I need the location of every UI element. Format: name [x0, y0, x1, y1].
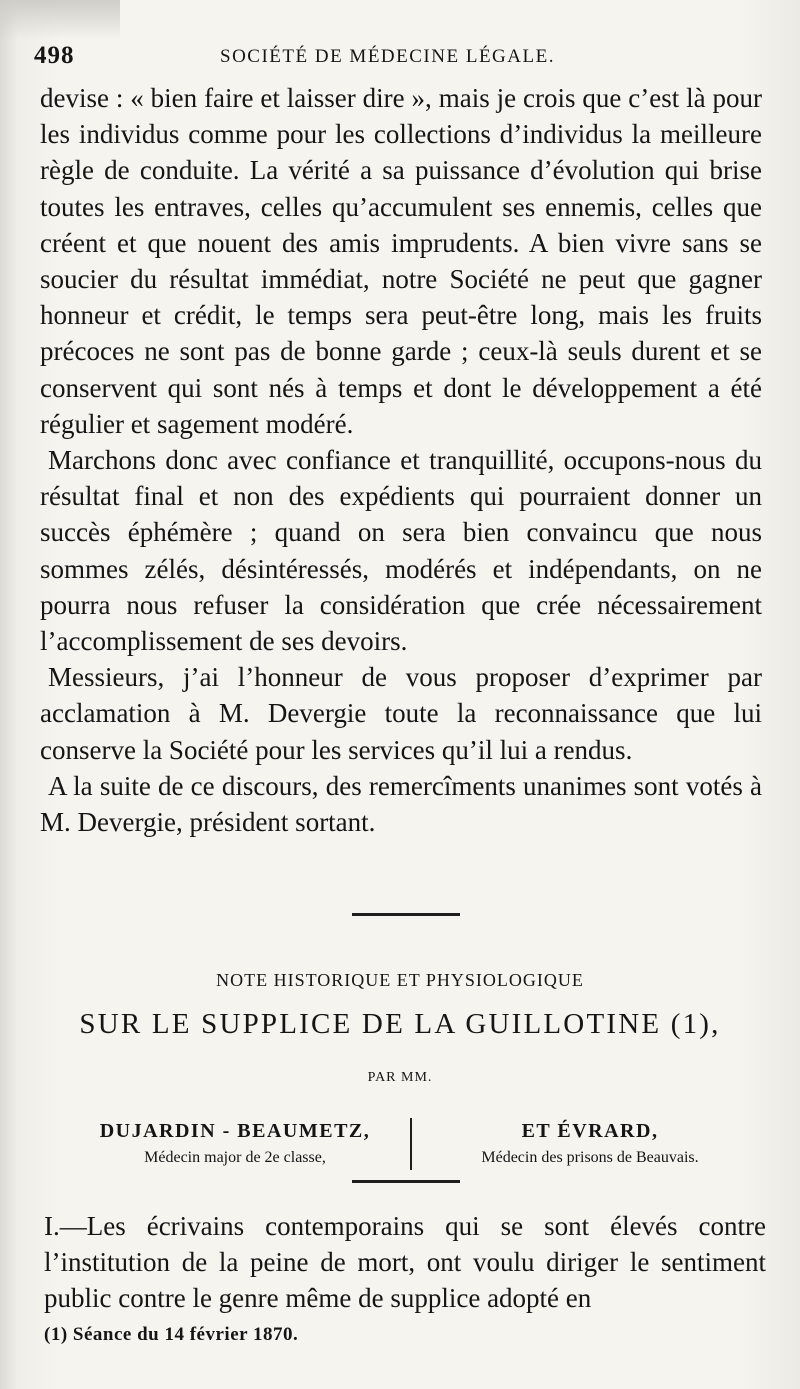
- paragraph: devise : « bien faire et laisser dire », mais je crois que c’est là pour les individus comme pour les collections d’individus la meilleure règle de conduite. La vérité a sa puissance d’évolution qui brise toutes les entraves, celles qu’accumulent ses ennemis, celles que créent et que nouent des amis imprudents. A bien vivre sans se soucier du résultat immédiat, notre Société ne peut que gagner honneur et crédit, le temps sera peut-être long, mais les fruits précoces ne sont pas de bonne garde ; ceux-là seuls durent et se conservent qui sont nés à temps et dont le développement a été régulier et sagement modéré.: [40, 83, 762, 439]
- author-block: [420, 1120, 760, 1167]
- page-number: 498: [34, 42, 75, 69]
- authors-by-label: PAR MM.: [367, 1070, 433, 1085]
- section-divider: [352, 1180, 460, 1183]
- paragraph: Messieurs, j’ai l’honneur de vous proposer d’exprimer par acclamation à M. Devergie toute la reconnaissance que lui conserve la Société pour les services qu’il lui a rendus.: [40, 662, 762, 765]
- note-kicker: NOTE HISTORIQUE ET PHYSIOLOGIQUE: [216, 970, 584, 990]
- author-block: [70, 1120, 400, 1167]
- scan-shadow: [0, 0, 120, 40]
- paragraph: A la suite de ce discours, des remercîments unanimes sont votés à M. Devergie, président sortant.: [40, 770, 762, 838]
- footnote: (1) Séance du 14 février 1870.: [44, 1324, 299, 1345]
- body-text: [40, 80, 762, 840]
- author-divider: [410, 1118, 412, 1170]
- running-title: SOCIÉTÉ DE MÉDECINE LÉGALE.: [220, 46, 555, 67]
- paragraph: Marchons donc avec confiance et tranquillité, occupons-nous du résultat final et non des expédients qui pourraient donner un succès éphémère ; quand on sera bien convaincu que nous sommes zélés, désintéressés, modérés et indépendants, on ne pourra nous refuser la considération que crée nécessairement l’accomplissement de ses devoirs.: [40, 445, 762, 657]
- paragraph: I.—Les écrivains contemporains qui se sont élevés contre l’institution de la peine de mort, ont voulu diriger le sentiment public contre le genre même de supplice adopté en: [44, 1211, 766, 1314]
- note-title: SUR LE SUPPLICE DE LA GUILLOTINE (1),: [79, 1008, 721, 1040]
- author-role: Médecin des prisons de Beauvais.: [481, 1149, 699, 1166]
- author-role: Médecin major de 2e classe,: [144, 1149, 326, 1166]
- page-header: [34, 40, 764, 74]
- author-name: DUJARDIN - BEAUMETZ,: [99, 1120, 371, 1142]
- author-name: ET ÉVRARD,: [521, 1120, 659, 1142]
- section-text: [44, 1208, 766, 1317]
- section-divider: [352, 913, 460, 916]
